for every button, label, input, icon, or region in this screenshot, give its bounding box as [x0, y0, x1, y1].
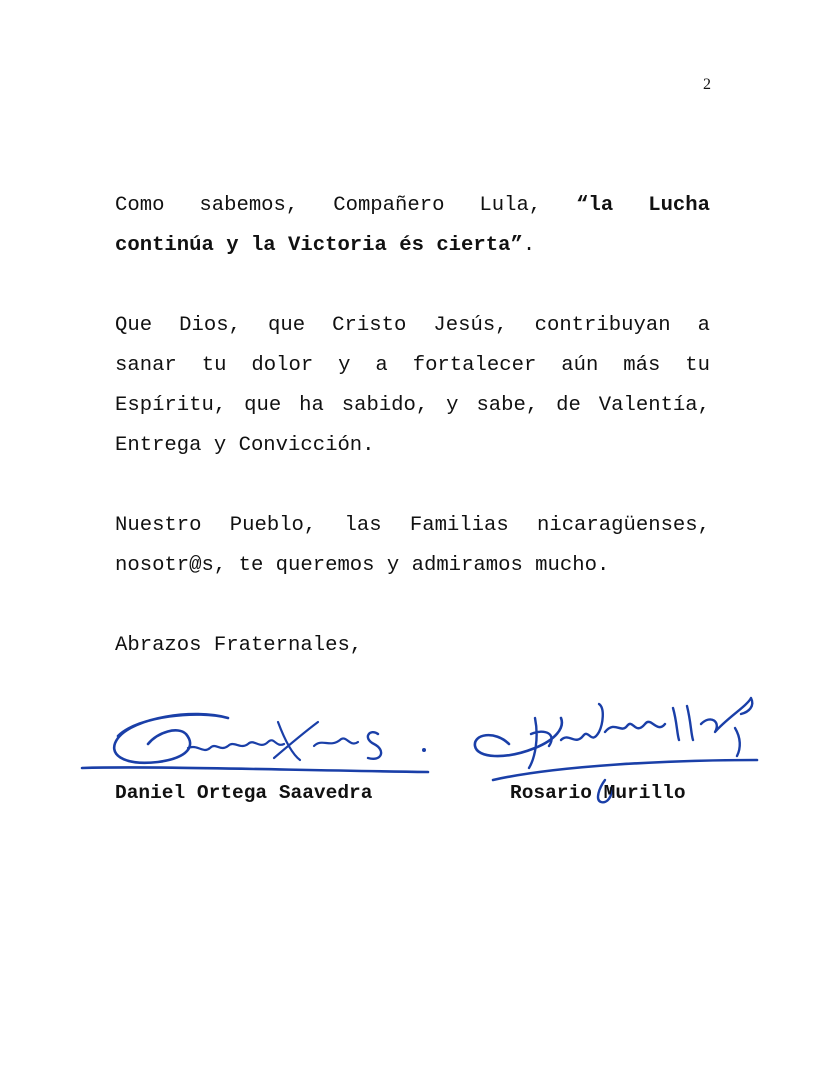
paragraph-line: Que Dios, que Cristo Jesús, contribuyan a	[115, 314, 710, 337]
page-number: 2	[703, 76, 711, 93]
paragraph-lucha	[115, 186, 710, 266]
closing-salutation	[115, 626, 710, 666]
paragraph-blessing	[115, 306, 710, 466]
paragraph-line: sanar tu dolor y a fortalecer aún más tu	[115, 354, 710, 377]
paragraph-line: nosotr@s, te queremos y admiramos mucho.	[115, 554, 610, 577]
paragraph-line	[115, 186, 710, 226]
paragraph-line: Entrega y Convicción.	[115, 434, 375, 457]
signature-block-left	[78, 688, 438, 818]
plain-text: Como sabemos, Compañero Lula,	[115, 194, 577, 217]
handwritten-signature-left	[78, 688, 438, 788]
paragraph-line: Espíritu, que ha sabido, y sabe, de Valentía,	[115, 394, 710, 417]
paragraph-line: Nuestro Pueblo, las Familias nicaragüenses,	[115, 514, 710, 537]
signer-name-right: Rosario Murillo	[510, 782, 686, 804]
paragraph-line: Abrazos Fraternales,	[115, 634, 363, 657]
bold-quote-end: continúa y la Victoria és cierta”	[115, 234, 523, 257]
period-text: .	[522, 234, 536, 257]
paragraph-line	[115, 226, 710, 266]
signature-block-right	[465, 688, 765, 818]
bold-quote-start: “la Lucha	[576, 194, 710, 217]
signer-name-left: Daniel Ortega Saavedra	[115, 782, 373, 804]
paragraph-pueblo	[115, 506, 710, 586]
